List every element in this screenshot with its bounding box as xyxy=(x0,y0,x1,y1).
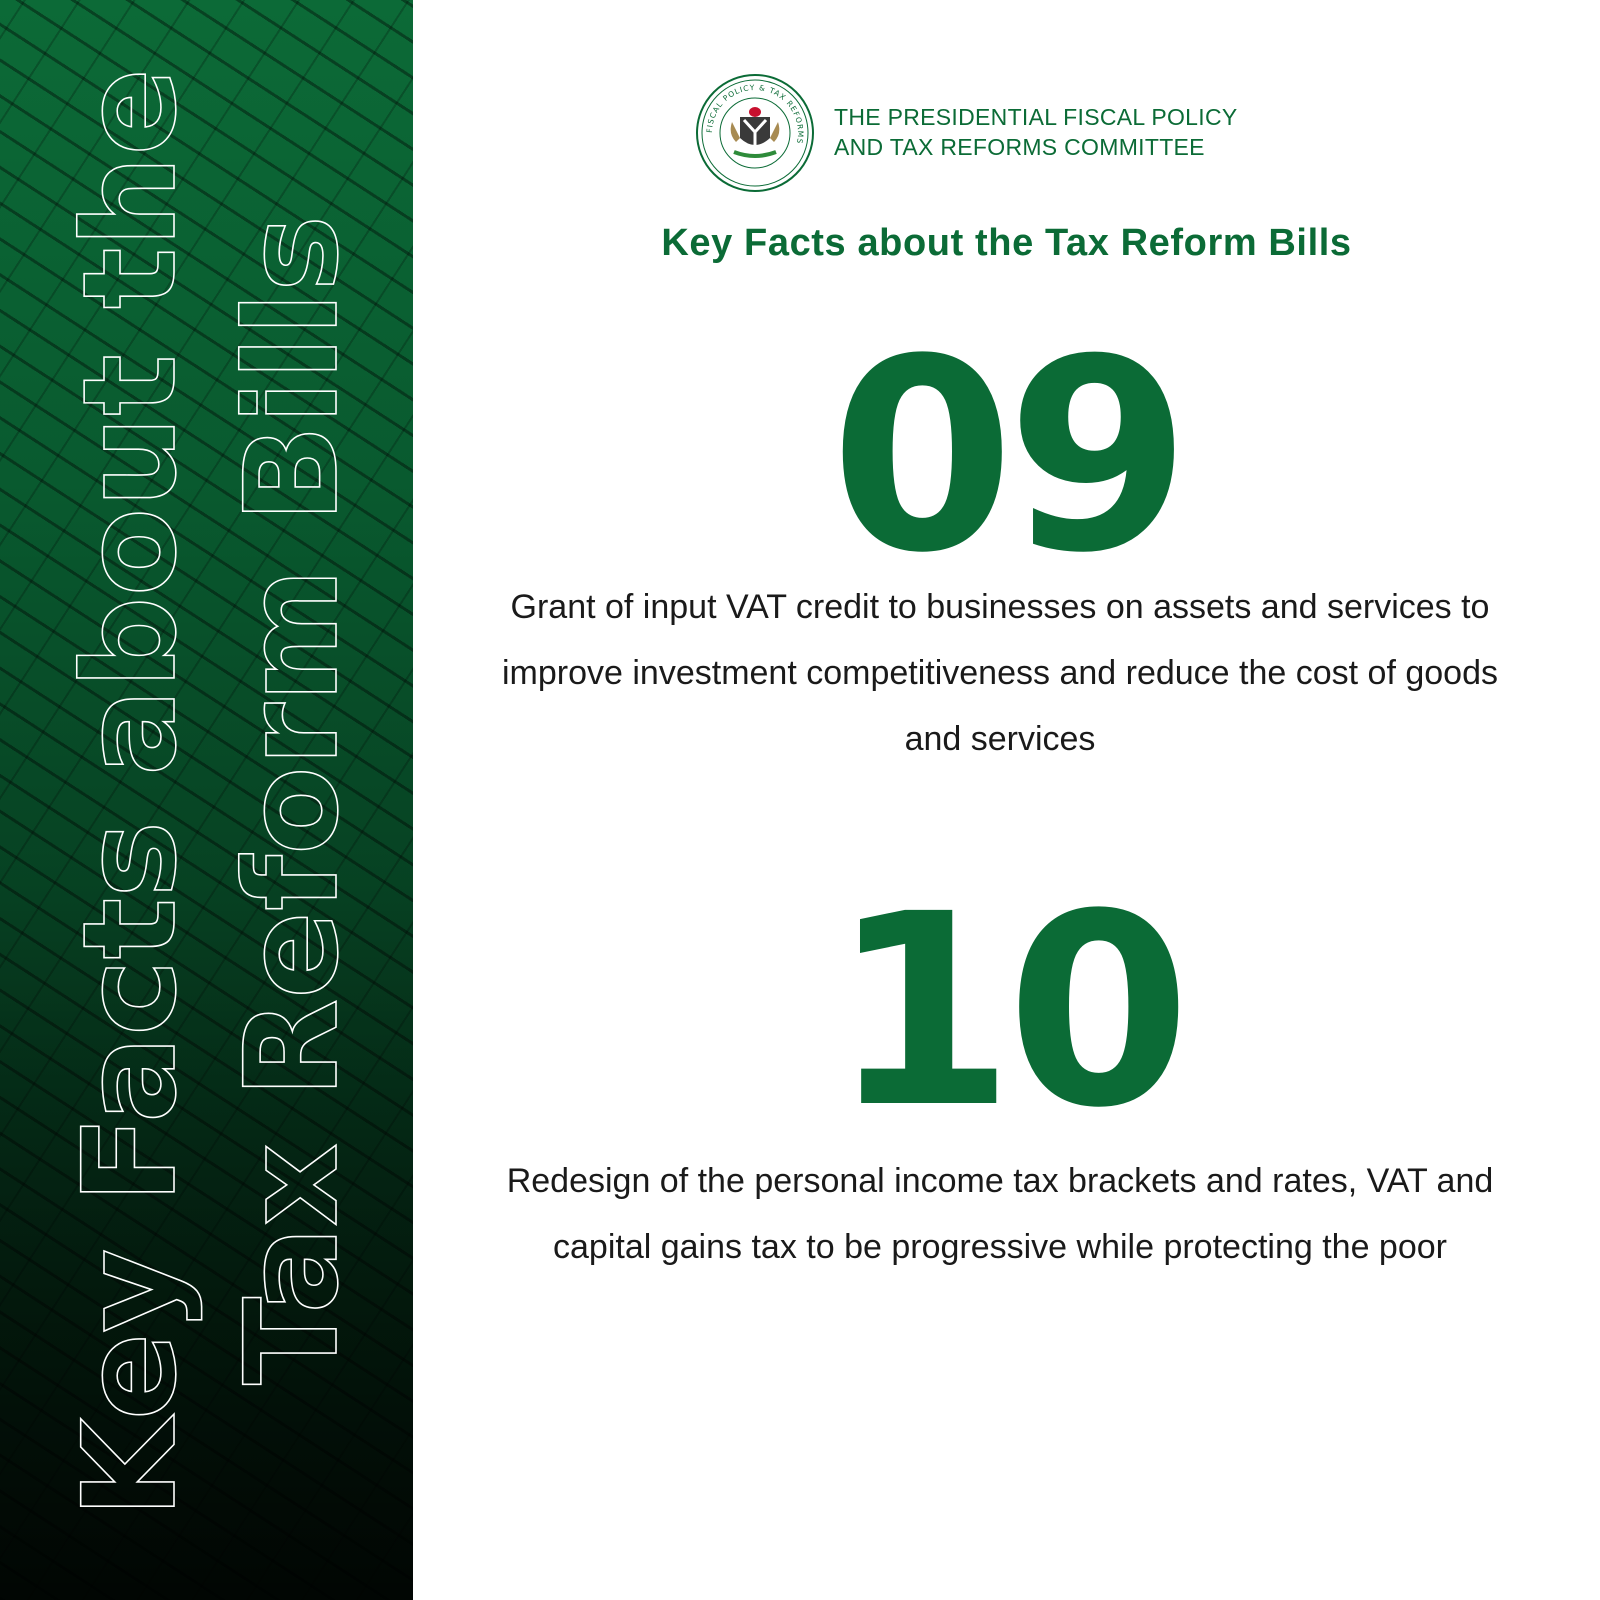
seal-ring-text: FISCAL POLICY & TAX REFORMS xyxy=(704,82,806,146)
sidebar-title-line2: Tax Reform Bills xyxy=(218,225,367,1385)
committee-name xyxy=(834,102,1238,162)
fact-description: Redesign of the personal income tax brackets and rates, VAT and capital gains tax to be progressive while protecting the poor xyxy=(506,1162,1494,1266)
committee-seal-icon xyxy=(694,72,816,194)
header xyxy=(694,72,1254,194)
sidebar-panel xyxy=(0,0,413,1600)
fact-number: 09 xyxy=(830,303,1183,611)
fact-number: 10 xyxy=(830,858,1183,1166)
sidebar-text-svg xyxy=(0,0,413,1600)
sidebar-title-line1: Key Facts about the xyxy=(56,80,205,1518)
page-title: Key Facts about the Tax Reform Bills xyxy=(661,222,1352,264)
committee-line-1: THE PRESIDENTIAL FISCAL POLICY xyxy=(834,104,1238,130)
committee-line-2: AND TAX REFORMS COMMITTEE xyxy=(834,134,1205,160)
fact-description: Grant of input VAT credit to businesses on assets and services to improve investment competitiveness and reduce the cost of goods and services xyxy=(502,588,1498,758)
